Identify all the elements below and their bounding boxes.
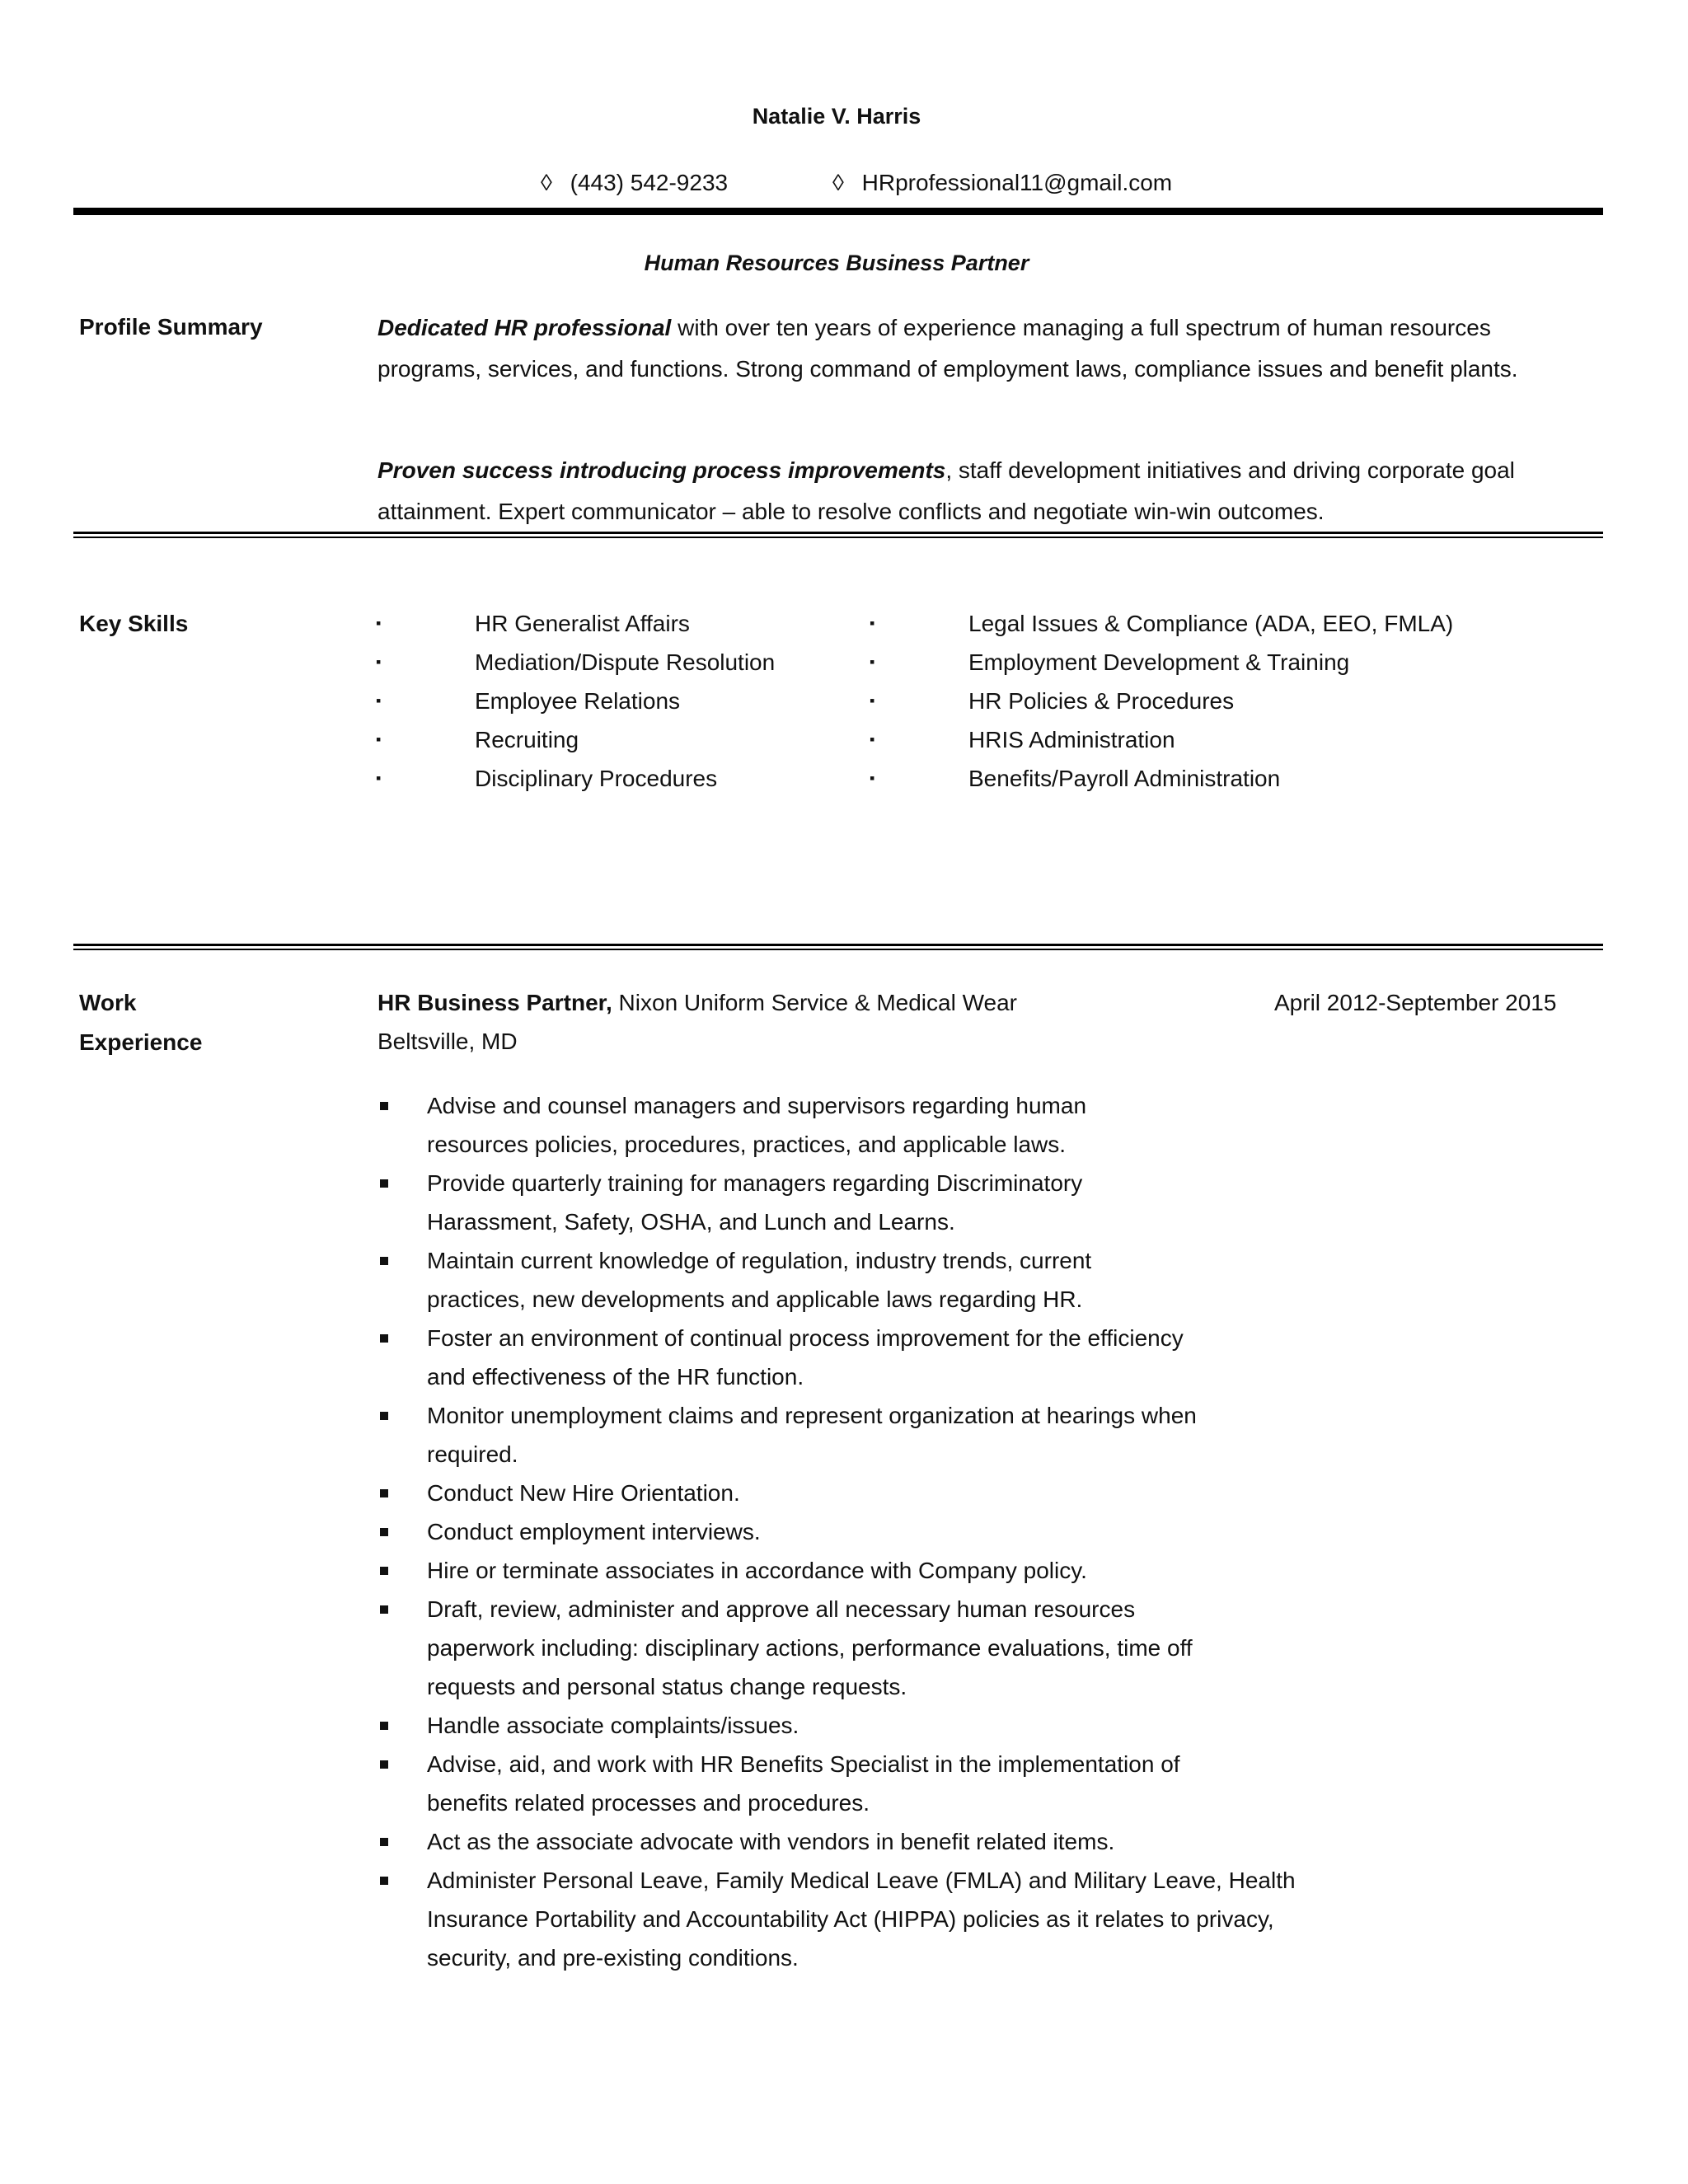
list-item: Provide quarterly training for managers regarding Discriminatory Harassment, Safety, OSHA, and Lunch and Learns. — [377, 1164, 1367, 1241]
job-location: Beltsville, MD — [377, 1029, 518, 1054]
list-item: Administer Personal Leave, Family Medical Leave (FMLA) and Military Leave, Health Insurance Portability and Accountability Act (HIPPA) policies as it relates to privacy, security, and pre-existing conditions. — [377, 1861, 1367, 1977]
bullet-icon: ▪ — [376, 692, 382, 709]
bullet-icon: ▪ — [376, 615, 382, 631]
square-bullet-icon — [380, 1760, 388, 1769]
phone-number: (443) 542-9233 — [570, 170, 729, 195]
header-divider — [73, 208, 1603, 215]
job-company: Nixon Uniform Service & Medical Wear — [612, 990, 1017, 1015]
square-bullet-icon — [380, 1528, 388, 1536]
job-heading — [377, 983, 1017, 1022]
profile-paragraph-1 — [377, 307, 1597, 390]
list-item: Maintain current knowledge of regulation, industry trends, current practices, new developments and applicable laws regarding HR. — [377, 1241, 1367, 1319]
list-item: Conduct New Hire Orientation. — [377, 1474, 1367, 1512]
bullet-icon: ▪ — [376, 731, 382, 748]
square-bullet-icon — [380, 1412, 388, 1420]
square-bullet-icon — [380, 1838, 388, 1846]
bullet-icon: ▪ — [376, 654, 382, 670]
square-bullet-icon — [380, 1722, 388, 1730]
phone-contact — [541, 170, 728, 196]
list-item: Advise, aid, and work with HR Benefits Specialist in the implementation of benefits related processes and procedures. — [377, 1745, 1367, 1822]
headline: Human Resources Business Partner — [644, 251, 1029, 275]
profile-paragraph-2 — [377, 450, 1597, 532]
job-duties-list — [377, 1086, 1367, 1977]
profile-divider-top — [73, 532, 1603, 534]
job-title: HR Business Partner, — [377, 990, 612, 1015]
skill-item: ▪ Recruiting — [376, 720, 775, 759]
square-bullet-icon — [380, 1179, 388, 1188]
square-bullet-icon — [380, 1257, 388, 1265]
list-item: Draft, review, administer and approve all necessary human resources paperwork including: disciplinary actions, performance evaluations, time off requests and personal status change requests. — [377, 1590, 1367, 1706]
skills-divider-bottom — [73, 949, 1603, 950]
list-item: Conduct employment interviews. — [377, 1512, 1367, 1551]
list-item: Hire or terminate associates in accordance with Company policy. — [377, 1551, 1367, 1590]
skill-item: ▪ HR Generalist Affairs — [376, 604, 775, 643]
skill-item: ▪ Employee Relations — [376, 682, 775, 720]
bullet-icon: ▪ — [870, 615, 875, 631]
bullet-icon: ▪ — [376, 770, 382, 786]
skill-item: ▪ Legal Issues & Compliance (ADA, EEO, FMLA) — [870, 604, 1453, 643]
profile-lead-1: Dedicated HR professional — [377, 315, 672, 340]
skill-item: ▪ Employment Development & Training — [870, 643, 1453, 682]
profile-text-1: with over ten years of experience managing a full spectrum of human resources programs, services, and functions. Strong command of employment laws, compliance issues and benefit plants. — [377, 315, 1518, 382]
square-bullet-icon — [380, 1334, 388, 1343]
square-bullet-icon — [380, 1489, 388, 1497]
skills-divider-top — [73, 944, 1603, 946]
key-skills-label: Key Skills — [79, 611, 189, 636]
email-contact — [832, 170, 1172, 196]
skill-item: ▪ Benefits/Payroll Administration — [870, 759, 1453, 798]
bullet-icon: ▪ — [870, 731, 875, 748]
skill-item: ▪ Mediation/Dispute Resolution — [376, 643, 775, 682]
applicant-name: Natalie V. Harris — [752, 104, 921, 129]
diamond-icon: ◊ — [832, 170, 844, 195]
email-address[interactable]: HRprofessional11@gmail.com — [861, 170, 1173, 195]
square-bullet-icon — [380, 1102, 388, 1110]
square-bullet-icon — [380, 1605, 388, 1614]
profile-lead-2: Proven success introducing process improvements — [377, 457, 946, 483]
list-item: Handle associate complaints/issues. — [377, 1706, 1367, 1745]
list-item: Foster an environment of continual process improvement for the efficiency and effectiveness of the HR function. — [377, 1319, 1367, 1396]
work-experience-label: Work Experience — [79, 990, 203, 1055]
profile-summary-label: Profile Summary — [79, 314, 263, 340]
profile-divider-bottom — [73, 537, 1603, 538]
job-dates: April 2012-September 2015 — [1274, 990, 1557, 1015]
square-bullet-icon — [380, 1567, 388, 1575]
diamond-icon: ◊ — [541, 170, 552, 195]
skills-left-column — [376, 604, 775, 798]
square-bullet-icon — [380, 1877, 388, 1885]
list-item: Act as the associate advocate with vendors in benefit related items. — [377, 1822, 1367, 1861]
list-item: Monitor unemployment claims and represent organization at hearings when required. — [377, 1396, 1367, 1474]
skills-right-column — [870, 604, 1453, 798]
list-item: Advise and counsel managers and supervisors regarding human resources policies, procedures, practices, and applicable laws. — [377, 1086, 1367, 1164]
bullet-icon: ▪ — [870, 692, 875, 709]
skill-item: ▪ HRIS Administration — [870, 720, 1453, 759]
skill-item: ▪ HR Policies & Procedures — [870, 682, 1453, 720]
profile-text-2: , staff development initiatives and driving corporate goal attainment. Expert communicator – able to resolve conflicts and negotiate win-win outcomes. — [377, 457, 1515, 524]
bullet-icon: ▪ — [870, 654, 875, 670]
bullet-icon: ▪ — [870, 770, 875, 786]
skill-item: ▪ Disciplinary Procedures — [376, 759, 775, 798]
